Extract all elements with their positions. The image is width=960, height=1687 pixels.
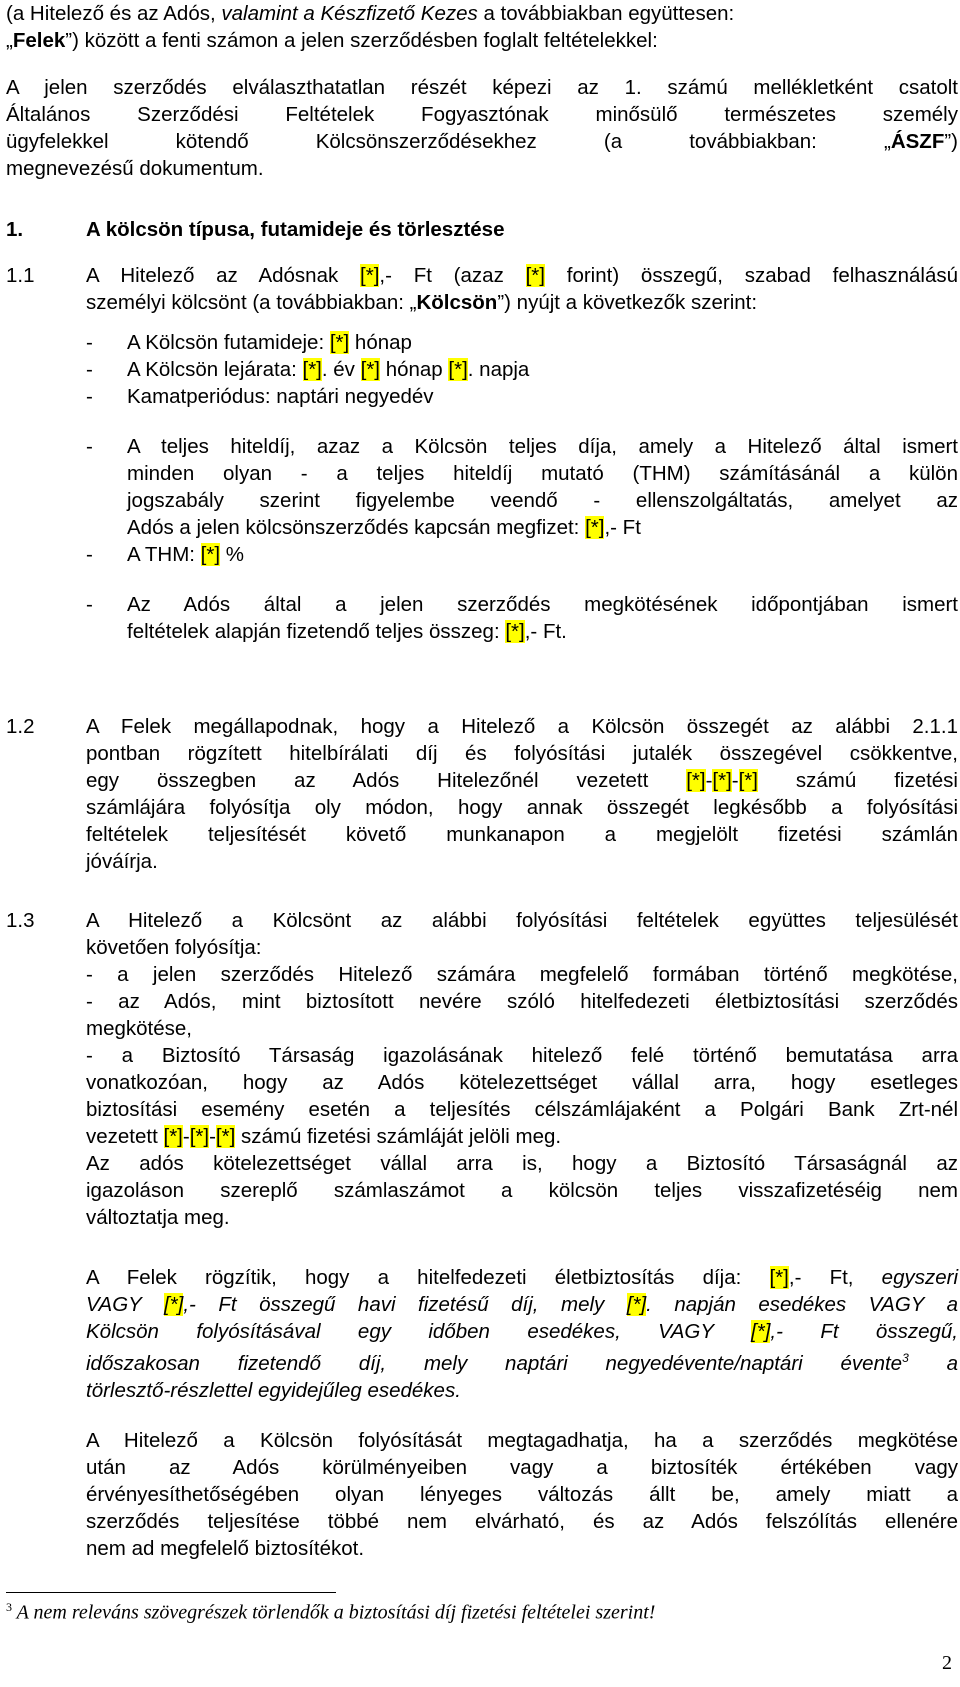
insurance-fee-paragraph: A Felek rögzítik, hogy a hitelfedezeti életbiztosítás díja: [*],- Ft, egyszeri VAGY [*],- Ft összegű havi fizetésű díj, mely [*]. napján esedékes VAGY a Kölcsön folyósításával egy időben esedékes, VAGY [*],- Ft összegű, időszakosan fizetendő díj, mely naptári negyedévente/naptári évente$^3$ a törlesztő-részlettel egyidejűleg esedékes. — [86, 1266, 959, 1402]
placeholder-field[interactable]: [*] — [585, 516, 605, 539]
placeholder-field[interactable]: [*] — [215, 1125, 236, 1148]
document-page: (a Hitelező és az Adós, valamint a Készfizető Kezes a továbbiakban együttesen: „Felek”) között a fenti számon a jelen szerződésben foglalt feltételekkel: A jelen szerződés elválaszthatatlan részét képezi az 1. számú mellékletként csatolt Általános Szerződési Feltételek Fogyasztónak minősülő természetes személy ügyfelekkel kötendő Kölcsönszerződésekhez (a továbbiakban: „ÁSZF”) megnevezésű dokumentum. 1. A kölcsön típusa, futamideje és törlesztése 1.1 A Hitelező az Adósnak [*],- Ft (azaz [*] forint) összegű, szabad felhasználású személyi kölcsönt (a továbbiakban: „Kölcsön”) nyújt a következők szerint: - A Kölcsön futamideje: [*] hónap - A Kölcsön lejárata: [*]. év [*] hónap [*]. napja - Kamatperiódus: naptári negyedév - A teljes hiteldíj, azaz a Kölcsön teljes díja, amely a Hitelező által ismert minden olyan - a teljes hiteldíj mutató (THM) számításánál a külön jogszabály szerint figyelembe veendő - ellenszolgáltatás, amelyet az Adós a jelen kölcsönszerződés kapcsán megfizet: [*],- Ft - A THM: [*] % - Az Adós által a jelen szerződés megkötésének időpontjában ismert feltételek alapján fizetendő teljes összeg: [*],- Ft. 1.2 A Felek megállapodnak, hogy a Hitelező a Kölcsön összegét az alábbi 2.1.1 pontban rögzített hitelbírálati díj és folyósítási jutalék összegével csökkentve, egy összegben az Adós Hitelezőnél vezetett [*]-[*]-[*] számú fizetési számlájára folyósítja oly módon, hogy annak összegét legkésőbb a folyósítási feltételek teljesítését követő munkanapon a megjelölt fizetési számlán jóváírja. 1.3 A Hitelező a Kölcsönt az alábbi folyósítási feltételek együttes teljesülését követően folyósítja: - a jelen szerződés Hitelező számára megfelelő formában történő megkötése, - az Adós, mint biztosított nevére szóló hitelfedezeti életbiztosítási szerződés megkötése, - a Biztosító Társaság igazolásának hitelező felé történő bemutatása arra vonatkozóan, hogy az Adós kötelezettséget vállal arra, hogy esetleges biztosítási esemény esetén a teljesítés célszámlájaként a Polgári Bank Zrt-nél vezetett [*]-[*]-[*] számú fizetési számláját jelöli meg. Az adós kötelezettséget vállal arra is, hogy a Biztosító Társaságnál az igazoláson szereplő számlaszámot a kölcsön teljes visszafizetéséig nem változtatja meg. A Felek rögzítik, hogy a hitelfedezeti életbiztosítás díja: [*],- Ft, egyszeri VAGY [*],- Ft összegű havi fizetésű díj, mely [*]. napján esedékes VAGY a Kölcsön folyósításával egy időben esedékes, VAGY [*],- Ft összegű, időszakosan fizetendő díj, mely naptári negyedévente/naptári évente$^3$ a törlesztő-részlettel egyidejűleg esedékes. A Hitelező a Kölcsön folyósítását megtagadhatja, ha a szerződés megkötése után az Adós körülményeiben vagy a biztosíték értékében vagy érvényesíthetőségében olyan lényeges változás állt be, amely miatt a szerződés teljesítése többé nem elvárható, és az Adós felszólítás ellenére nem ad megfelelő biztosítékot. $^3$ A nem releváns szövegrészek törlendők a biztosítási díj fizetési feltételei szerint! 2 — [6, 2, 959, 1674]
placeholder-field[interactable]: [*] — [712, 769, 732, 792]
placeholder-field[interactable]: [*] — [769, 1266, 789, 1289]
placeholder-field[interactable]: [*] — [200, 543, 221, 566]
placeholder-field[interactable]: [*] — [626, 1293, 647, 1316]
placeholder-field[interactable]: [*] — [751, 1320, 771, 1343]
list-item-total-amount: Az Adós által a jelen szerződés megkötésének időpontjában ismert feltételek alapján fizetendő teljes összeg: [*],- Ft. — [127, 593, 958, 643]
section-heading: 1. A kölcsön típusa, futamideje és törlesztése — [6, 218, 505, 241]
refusal-paragraph: A Hitelező a Kölcsön folyósítását megtagadhatja, ha a szerződés megkötése után az Adós körülményeiben vagy a biztosíték értékében vagy érvényesíthetőségében olyan lényeges változás állt be, amely miatt a szerződés teljesítése többé nem elvárható, és az Adós felszólítás ellenére nem ad megfelelő biztosítékot. — [86, 1429, 958, 1560]
placeholder-field[interactable]: [*] — [738, 769, 758, 792]
placeholder-field[interactable]: [*] — [505, 620, 525, 643]
page-number: 2 — [942, 1652, 952, 1674]
intro-line-1: (a Hitelező és az Adós, valamint a Készfizető Kezes a továbbiakban együttesen: — [6, 2, 735, 25]
placeholder-field[interactable]: [*] — [686, 769, 706, 792]
list-item-thm: A THM: [*] % — [127, 543, 244, 566]
placeholder-field[interactable]: [*] — [189, 1125, 210, 1148]
intro-paragraph — [6, 0, 958, 54]
placeholder-field[interactable]: [*] — [163, 1293, 184, 1316]
list-item-term: A Kölcsön futamideje: [*] hónap — [127, 331, 412, 354]
annex-paragraph: A jelen szerződés elválaszthatatlan részét képezi az 1. számú mellékletként csatolt Általános Szerződési Feltételek Fogyasztónak minősülő természetes személy ügyfelekkel kötendő Kölcsönszerződésekhez (a továbbiakban: „ÁSZF”) megnevezésű dokumentum. — [6, 76, 958, 180]
footnote-separator — [6, 1592, 336, 1593]
placeholder-field[interactable]: [*] — [302, 358, 322, 381]
list-item-interest-period: Kamatperiódus: naptári negyedév — [127, 385, 434, 408]
list-item-maturity: A Kölcsön lejárata: [*]. év [*] hónap [*]. napja — [127, 358, 530, 381]
footnote: $^3$ A nem releváns szövegrészek törlendők a biztosítási díj fizetési feltételei szerint! — [6, 1600, 656, 1624]
intro-line-2: „Felek”) között a fenti számon a jelen szerződésben foglalt feltételekkel: — [6, 29, 658, 52]
list-item-total-credit-cost: A teljes hiteldíj, azaz a Kölcsön teljes díja, amely a Hitelező által ismert minden olyan - a teljes hiteldíj mutató (THM) számításánál a külön jogszabály szerint figyelembe veendő - ellenszolgáltatás, amelyet az Adós a jelen kölcsönszerződés kapcsán megfizet: [*],- Ft — [127, 435, 958, 539]
placeholder-field[interactable]: [*] — [329, 331, 350, 354]
placeholder-field[interactable]: [*] — [360, 264, 380, 287]
placeholder-field[interactable]: [*] — [448, 358, 468, 381]
placeholder-field[interactable]: [*] — [163, 1125, 183, 1148]
placeholder-field[interactable]: [*] — [525, 264, 545, 287]
placeholder-field[interactable]: [*] — [360, 358, 380, 381]
footnote-ref[interactable]: 3 — [902, 1351, 909, 1365]
